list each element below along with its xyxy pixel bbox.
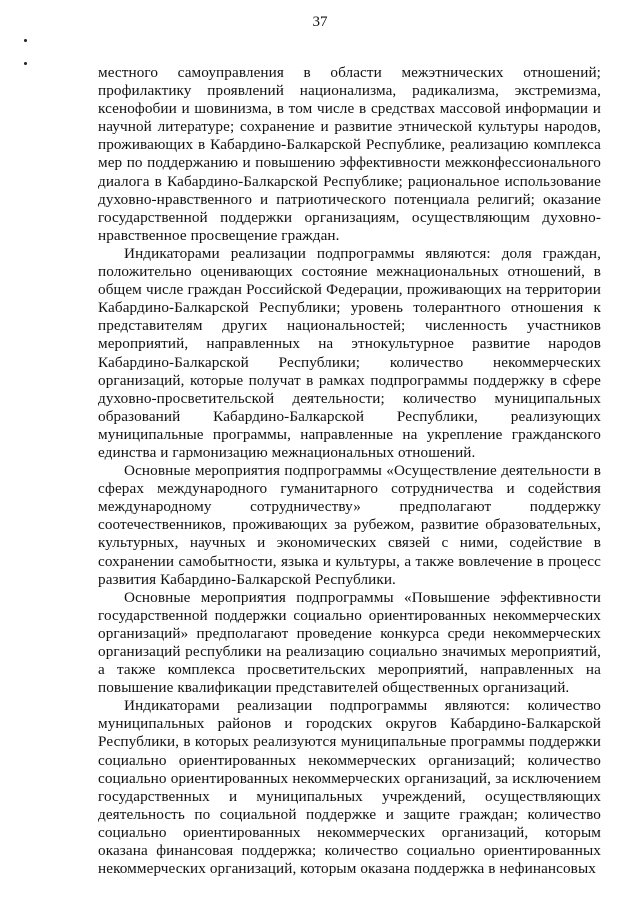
paragraph: Индикаторами реализации подпрограммы являются: доля граждан, положительно оценивающих состояние межнациональных отношений, в общем числе граждан Российской Федерации, проживающих на территории Кабардино-Балкарской Республики; уровень толерантного отношения к представителям других национальностей; численность участников мероприятий, направленных на этнокультурное развитие народов Кабардино-Балкарской Республики; количество некоммерческих организаций, которые получат в рамках подпрограммы поддержку в сфере духовно-просветительской деятельности; количество муниципальных образований Кабардино-Балкарской Республики, реализующих муниципальные программы, направленные на укрепление гражданского единства и гармонизацию межнациональных отношений. [98,244,601,461]
paragraph: Основные мероприятия подпрограммы «Осуществление деятельности в сферах международного гуманитарного сотрудничества и содействия международному сотрудничеству» предполагают поддержку соотечественников, проживающих за рубежом, развитие образовательных, культурных, научных и экономических связей с ними, содействие в сохранении самобытности, языка и культуры, а также вовлечение в процесс развития Кабардино-Балкарской Республики. [98,462,601,588]
document-body [98,64,601,878]
paragraph: Основные мероприятия подпрограммы «Повышение эффективности государственной поддержки социально ориентированных некоммерческих организаций» предполагают проведение конкурса среди некоммерческих организаций республики на реализацию социально значимых мероприятий, а также комплекса просветительских мероприятий, направленных на повышение квалификации представителей общественных организаций. [98,588,601,697]
page-number: 37 [312,14,328,30]
scan-mark [24,62,27,65]
paragraph: Индикаторами реализации подпрограммы являются: количество муниципальных районов и городских округов Кабардино-Балкарской Республики, в которых реализуются муниципальные программы поддержки социально ориентированных некоммерческих организаций; количество социально ориентированных некоммерческих организаций, за исключением государственных и муниципальных учреждений, осуществляющих деятельность по социальной поддержке и защите граждан; количество социально ориентированных некоммерческих организаций, которым оказана финансовая поддержка; количество социально ориентированных некоммерческих организаций, которым оказана поддержка в нефинансовых [98,697,601,878]
scan-mark [24,39,27,42]
paragraph: местного самоуправления в области межэтнических отношений; профилактику проявлений национализма, радикализма, экстремизма, ксенофобии и шовинизма, в том числе в средствах массовой информации и научной литературе; сохранение и развитие этнической культуры народов, проживающих в Кабардино-Балкарской Республике, реализацию комплекса мер по поддержанию и повышению эффективности межконфессионального диалога в Кабардино-Балкарской Республике; рациональное использование духовно-нравственного и патриотического потенциала религий; оказание государственной поддержки организациям, осуществляющим духовно-нравственное просвещение граждан. [98,64,601,244]
